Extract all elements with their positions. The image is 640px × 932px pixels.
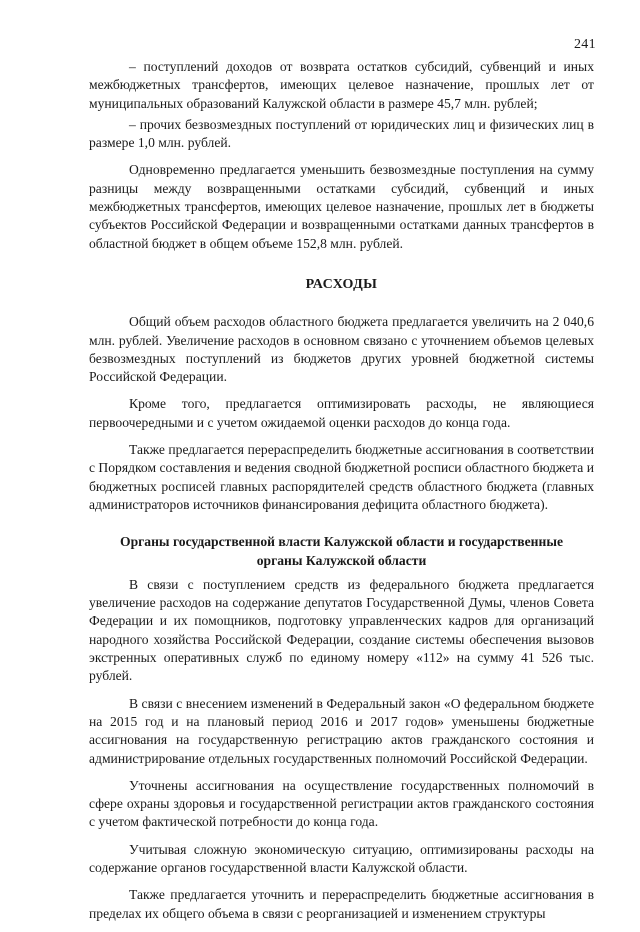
paragraph-federal-law-changes: В связи с внесением изменений в Федеральный закон «О федеральном бюджете на 2015 год и на плановый период 2016 и 2017 годов» уменьшены бюджетные ассигнования на государственную регистрацию актов гражданского состояния и администрирование отдельных государственных полномочий Российской Федерации. [89, 695, 594, 766]
paragraph-economic-situation: Учитывая сложную экономическую ситуацию, оптимизированы расходы на содержание органов государственной власти Калужской области. [89, 841, 594, 875]
paragraph-total-expenses: Общий объем расходов областного бюджета предлагается увеличить на 2 040,6 млн. рублей. Увеличение расходов в основном связано с уточнением объемов целевых безвозмездных поступлений из бюджетов других уровней бюджетной системы Российской Федерации. [89, 314, 594, 385]
section-heading-expenses: РАСХОДЫ [305, 276, 378, 292]
subsection-heading-organs: Органы государственной власти Калужской области и государственные органы Калужской области [120, 534, 563, 568]
paragraph-federal-funds: В связи с поступлением средств из федерального бюджета предлагается увеличение расходов на содержание депутатов Государственной Думы, членов Совета Федерации и их помощников, подготовку управленческих кадров для организаций народного хозяйства Российской Федерации, создание системы обеспечения вызовов экстренных оперативных служб по единому номеру «112» на сумму 41 526 тыс. рублей. [89, 576, 594, 684]
paragraph-optimize-expenses: Кроме того, предлагается оптимизировать расходы, не являющиеся первоочередными и с учетом ожидаемой оценки расходов до конца года. [89, 396, 594, 430]
document-body [89, 58, 594, 932]
paragraph-reduce-receipts: Одновременно предлагается уменьшить безвозмездные поступления на сумму разницы между возвращенными остатками субсидий, субвенций и иных межбюджетных трансфертов, имеющих целевое назначение, прошлых лет в бюджеты субъектов Российской Федерации и возвращенными остатками данных трансфертов в областной бюджет в общем объеме 152,8 млн. рублей. [89, 162, 594, 251]
paragraph-returns-municipal: – поступлений доходов от возврата остатков субсидий, субвенций и иных межбюджетных трансфертов, имеющих целевое назначение, прошлых лет от муниципальных образований Калужской области в размере 45,7 млн. рублей; [89, 59, 594, 111]
paragraph-health-registration: Уточнены ассигнования на осуществление государственных полномочий в сфере охраны здоровья и государственной регистрации актов гражданского состояния с учетом фактической потребности до конца года. [89, 777, 594, 830]
paragraph-redistribute: Также предлагается перераспределить бюджетные ассигнования в соответствии с Порядком составления и ведения сводной бюджетной росписи областного бюджета и бюджетных росписей главных распорядителей средств областного бюджета (главных администраторов источников финансирования дефицита областного бюджета). [89, 442, 594, 512]
paragraph-reorganization: Также предлагается уточнить и перераспределить бюджетные ассигнования в пределах их общего объема в связи с реорганизацией и изменением структуры [89, 887, 594, 921]
page-number: 241 [574, 37, 596, 52]
paragraph-other-receipts: – прочих безвозмездных поступлений от юридических лиц и физических лиц в размере 1,0 млн. рублей. [89, 116, 594, 151]
